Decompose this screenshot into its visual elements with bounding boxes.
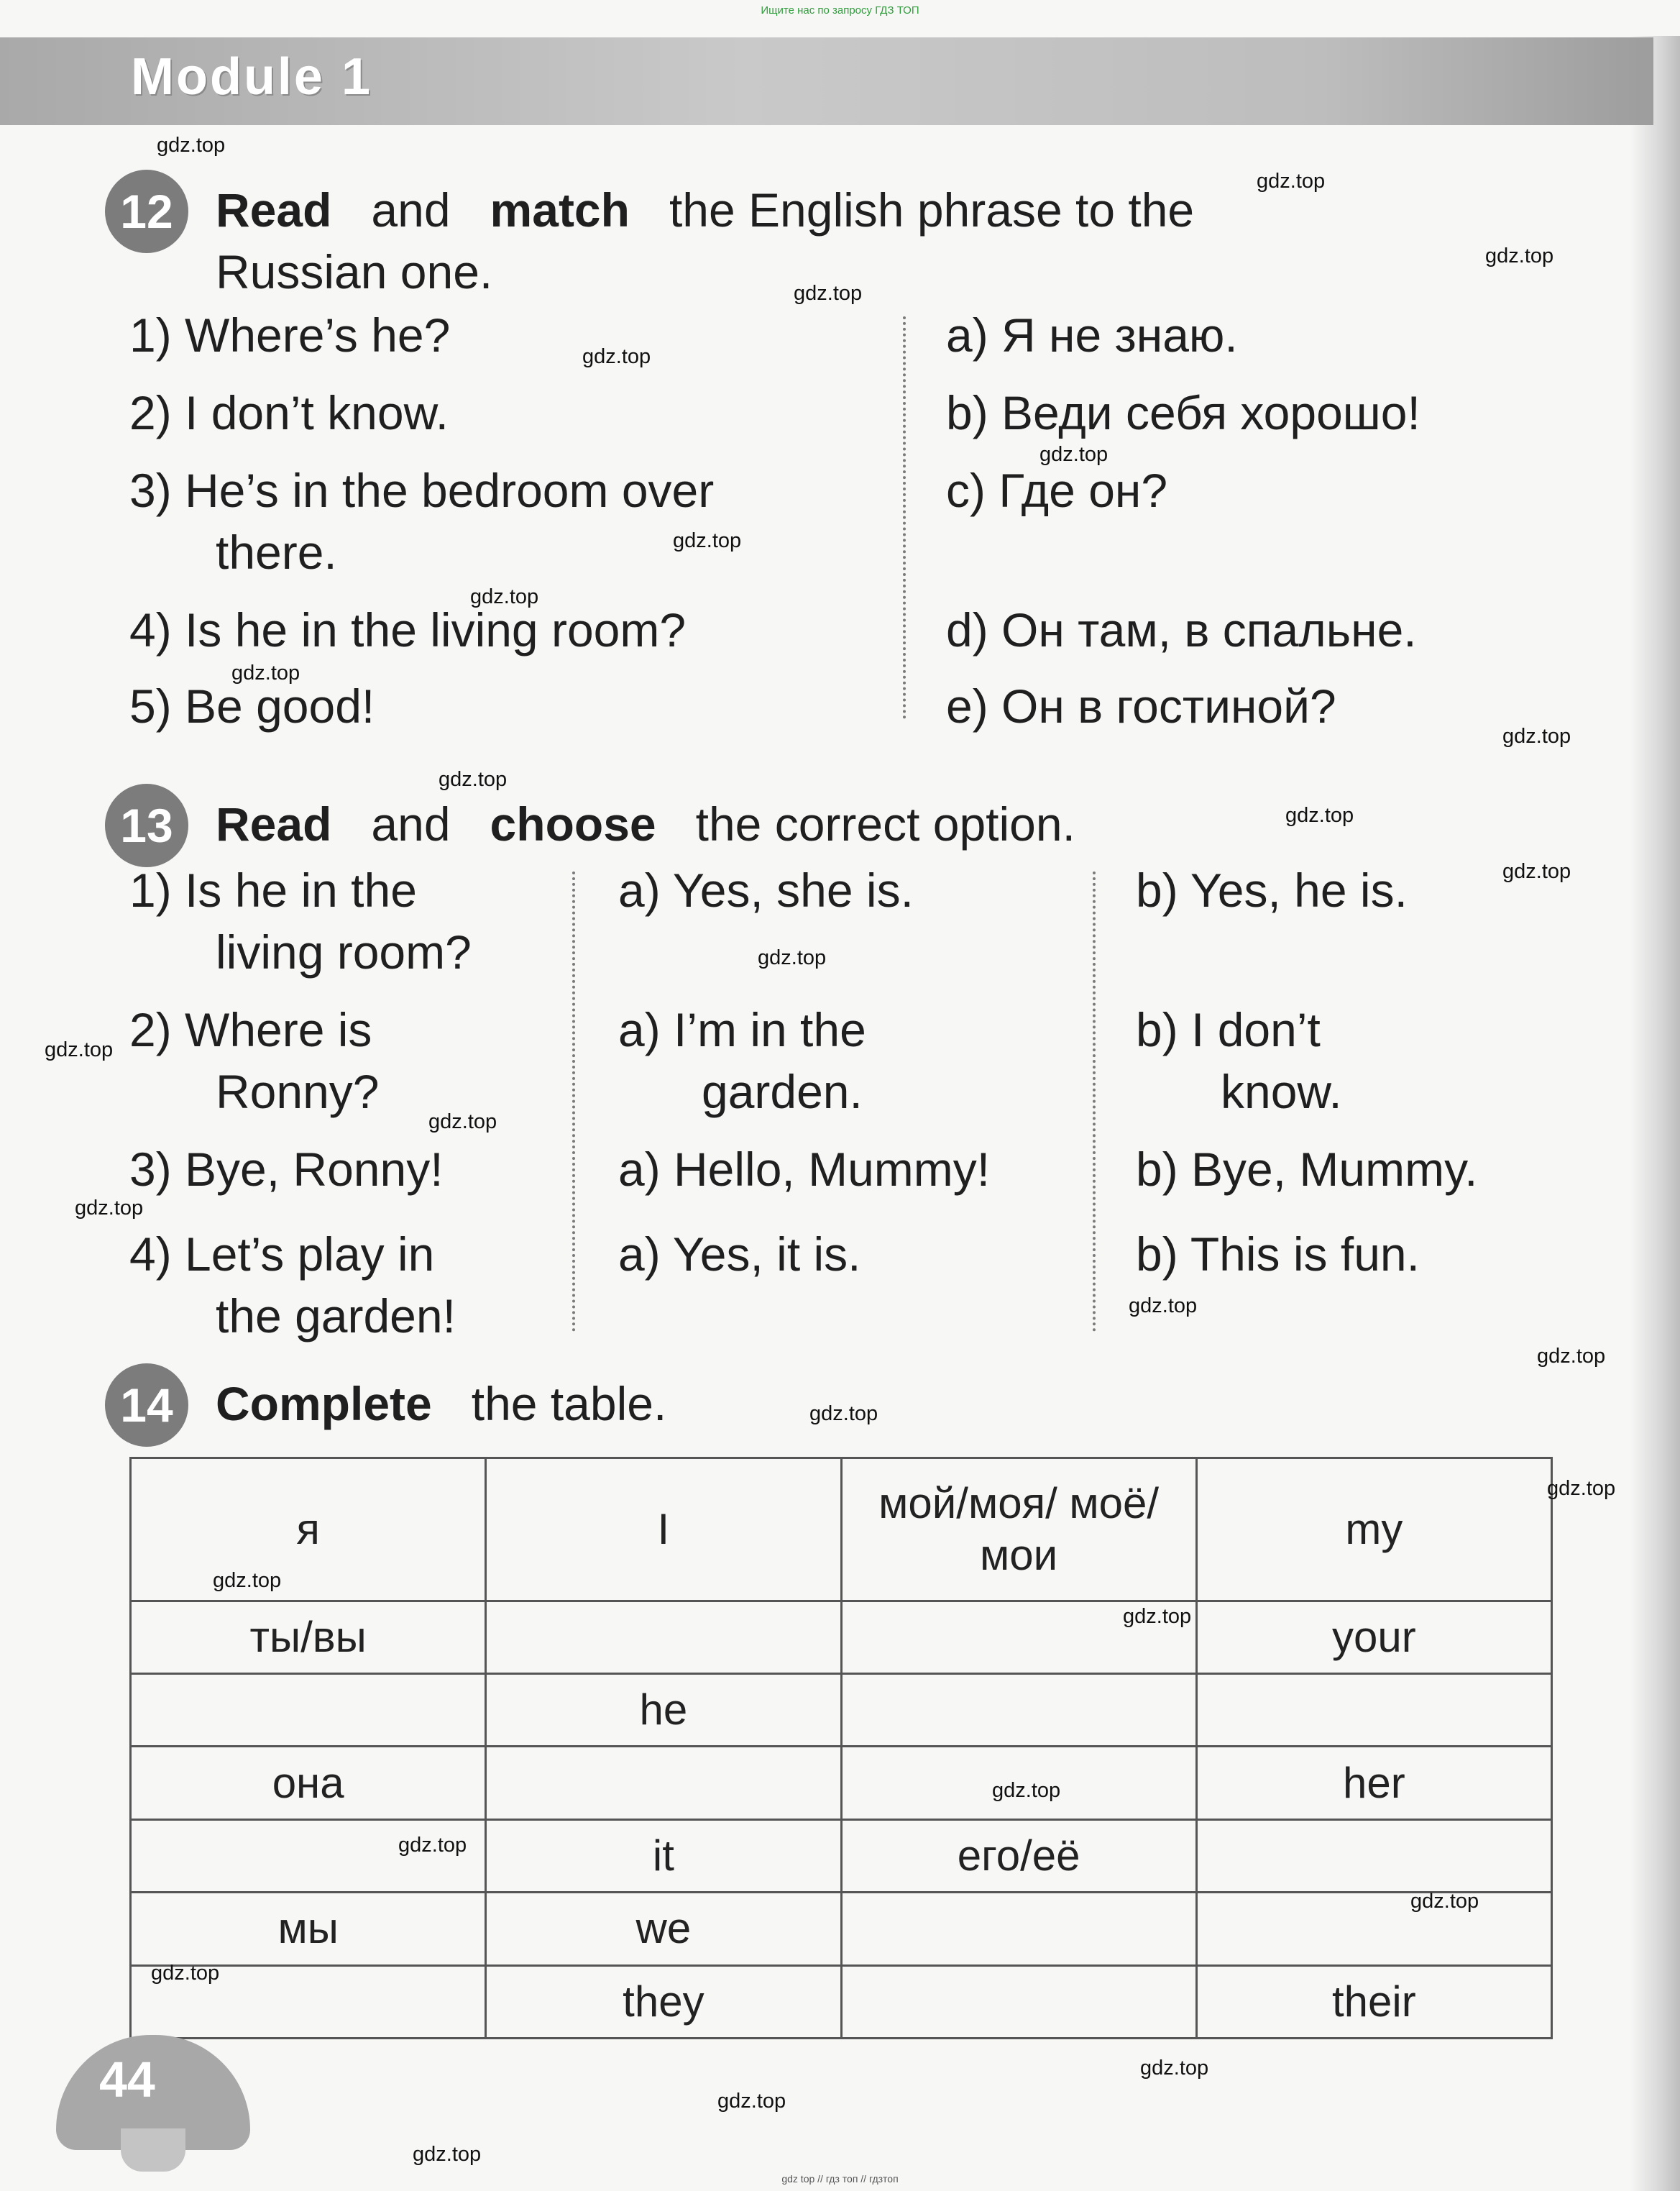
table-cell: мы <box>131 1893 486 1965</box>
ex12-answer-e: e) Он в гостиной? <box>946 680 1336 733</box>
table-cell-blank[interactable] <box>1196 1819 1551 1892</box>
table-cell: their <box>1196 1965 1551 2038</box>
exercise-13-title <box>216 794 1075 854</box>
ex13-q1-option-b: b) Yes, he is. <box>1136 864 1408 917</box>
ex12-and-word: and <box>371 183 451 237</box>
watermark: gdz.top <box>1547 1477 1616 1500</box>
ex13-q1-line2: living room? <box>216 925 472 979</box>
table-cell: it <box>486 1819 841 1892</box>
page-binding-shadow <box>1630 36 1680 2191</box>
watermark: gdz.top <box>1129 1294 1198 1317</box>
ex13-q3: 3) Bye, Ronny! <box>129 1143 444 1196</box>
ex12-item-5: 5) Be good! <box>129 680 375 733</box>
top-note: Ищите нас по запросу ГДЗ ТОП <box>761 4 919 17</box>
watermark: gdz.top <box>213 1569 282 1592</box>
ex12-answer-b: b) Веди себя хорошо! <box>946 386 1420 439</box>
watermark: gdz.top <box>1502 860 1571 883</box>
watermark: gdz.top <box>428 1110 497 1133</box>
ex12-answer-d: d) Он там, в спальне. <box>946 603 1417 657</box>
watermark: gdz.top <box>794 282 863 305</box>
ex13-q3-option-a: a) Hello, Mummy! <box>618 1143 991 1196</box>
table-cell-blank[interactable] <box>486 1601 841 1673</box>
ex13-q4-option-b: b) This is fun. <box>1136 1227 1420 1281</box>
ex13-divider-right <box>1093 872 1096 1332</box>
exercise-14-title <box>216 1373 666 1434</box>
module-title: Module 1 <box>131 48 373 106</box>
table-cell-blank[interactable] <box>841 1893 1196 1965</box>
mushroom-stem-icon <box>121 2128 185 2172</box>
watermark: gdz.top <box>1123 1605 1192 1628</box>
watermark: gdz.top <box>45 1038 114 1061</box>
watermark: gdz.top <box>231 662 300 685</box>
table-cell: я <box>131 1458 486 1601</box>
ex12-answer-a: a) Я не знаю. <box>946 308 1238 362</box>
ex12-item-3: 3) He’s in the bedroom over <box>129 464 715 517</box>
ex13-q1-option-a: a) Yes, she is. <box>618 864 914 917</box>
table-cell: мой/моя/ моё/мои <box>841 1458 1196 1601</box>
exercise-12-number-badge: 12 <box>105 170 188 253</box>
ex13-choose-word: choose <box>490 797 656 851</box>
table-cell: he <box>486 1674 841 1747</box>
bottom-note: gdz top // гдз топ // гдзтоп <box>781 2173 899 2185</box>
ex12-item-1: 1) Where’s he? <box>129 308 451 362</box>
watermark: gdz.top <box>582 345 651 368</box>
ex13-q4: 4) Let’s play in <box>129 1227 435 1281</box>
table-cell-blank[interactable] <box>841 1674 1196 1747</box>
watermark: gdz.top <box>758 946 827 969</box>
table-cell: она <box>131 1747 486 1819</box>
watermark: gdz.top <box>992 1779 1061 1802</box>
watermark: gdz.top <box>470 585 539 608</box>
ex13-read-word: Read <box>216 797 332 851</box>
watermark: gdz.top <box>151 1962 220 1985</box>
table-row <box>131 1674 1552 1747</box>
watermark: gdz.top <box>157 134 226 157</box>
ex12-title-rest1: the English phrase to the <box>669 183 1195 237</box>
ex13-q3-option-b: b) Bye, Mummy. <box>1136 1143 1478 1196</box>
exercise-12-title-line2: Russian one. <box>216 245 493 298</box>
ex12-item-2: 2) I don’t know. <box>129 386 449 439</box>
watermark: gdz.top <box>1140 2057 1209 2080</box>
ex13-q4-option-a: a) Yes, it is. <box>618 1227 861 1281</box>
watermark: gdz.top <box>1039 443 1108 466</box>
table-cell-blank[interactable] <box>131 1674 486 1747</box>
table-cell: her <box>1196 1747 1551 1819</box>
watermark: gdz.top <box>673 529 742 552</box>
table-cell-blank[interactable] <box>1196 1893 1551 1965</box>
table-row <box>131 1458 1552 1601</box>
table-cell: его/её <box>841 1819 1196 1892</box>
ex13-title-rest: the correct option. <box>695 797 1075 851</box>
ex12-item-4: 4) Is he in the living room? <box>129 603 687 657</box>
ex12-read-word: Read <box>216 183 332 237</box>
ex13-and-word: and <box>371 797 451 851</box>
table-row <box>131 1965 1552 2038</box>
ex13-q4-line2: the garden! <box>216 1289 456 1342</box>
ex13-q2-option-a: a) I’m in the <box>618 1003 866 1056</box>
table-row <box>131 1893 1552 1965</box>
ex13-q2-option-b-line2: know. <box>1221 1065 1342 1118</box>
table-cell: ты/вы <box>131 1601 486 1673</box>
exercise-13-number-badge: 13 <box>105 784 188 867</box>
watermark: gdz.top <box>75 1197 144 1220</box>
ex12-item-3-line2: there. <box>216 526 337 579</box>
ex12-answer-c: c) Где он? <box>946 464 1168 517</box>
watermark: gdz.top <box>1285 804 1354 827</box>
ex13-q1: 1) Is he in the <box>129 864 417 917</box>
table-row <box>131 1747 1552 1819</box>
table-row <box>131 1819 1552 1892</box>
table-cell-blank[interactable] <box>841 1965 1196 2038</box>
watermark: gdz.top <box>1257 170 1326 193</box>
table-cell: my <box>1196 1458 1551 1601</box>
watermark: gdz.top <box>1410 1890 1479 1913</box>
table-cell-blank[interactable] <box>1196 1674 1551 1747</box>
ex14-complete-word: Complete <box>216 1377 432 1430</box>
table-cell: I <box>486 1458 841 1601</box>
watermark: gdz.top <box>439 768 508 791</box>
watermark: gdz.top <box>1537 1345 1606 1368</box>
watermark: gdz.top <box>1485 244 1554 267</box>
watermark: gdz.top <box>398 1834 467 1857</box>
ex13-q2: 2) Where is <box>129 1003 372 1056</box>
ex13-q2-line2: Ronny? <box>216 1065 380 1118</box>
pronoun-table <box>129 1457 1553 2039</box>
watermark: gdz.top <box>809 1402 878 1425</box>
exercise-12-title-line1 <box>216 180 1194 240</box>
table-cell: we <box>486 1893 841 1965</box>
ex12-divider <box>903 316 906 719</box>
ex14-title-rest: the table. <box>471 1377 667 1430</box>
exercise-14-number-badge: 14 <box>105 1363 188 1447</box>
ex13-divider-left <box>572 872 575 1332</box>
page-number: 44 <box>99 2052 155 2108</box>
ex13-q2-option-a-line2: garden. <box>702 1065 863 1118</box>
watermark: gdz.top <box>717 2090 786 2113</box>
table-cell: your <box>1196 1601 1551 1673</box>
table-row <box>131 1601 1552 1673</box>
table-cell: they <box>486 1965 841 2038</box>
watermark: gdz.top <box>413 2143 482 2166</box>
table-cell-blank[interactable] <box>486 1747 841 1819</box>
ex13-q2-option-b: b) I don’t <box>1136 1003 1321 1056</box>
watermark: gdz.top <box>1502 725 1571 748</box>
ex12-match-word: match <box>490 183 630 237</box>
